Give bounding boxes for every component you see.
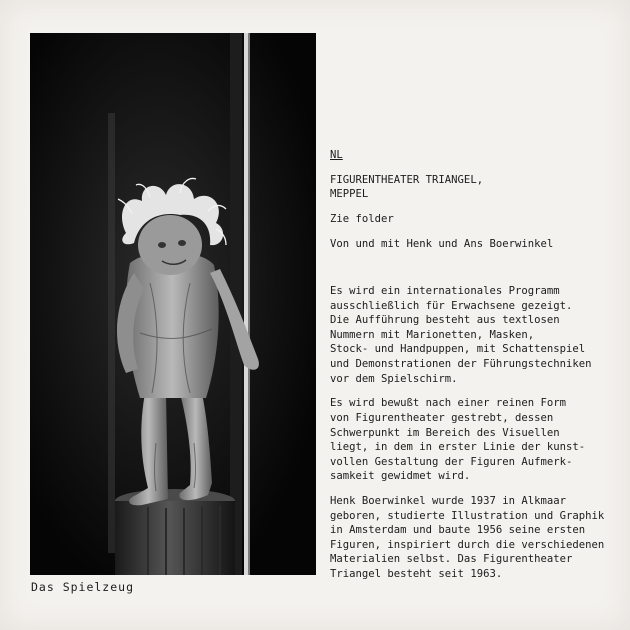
paragraph-form: Es wird bewußt nach einer reinen Form von Figurentheater gestrebt, dessen Schwerpunkt im Bereich des Visuellen liegt, in dem in erster Linie der kunst- vollen Gestaltung der Figuren Aufmerk- samkeit gewidmet wird. bbox=[330, 397, 586, 483]
theater-name-line1: FIGURENTHEATER TRIANGEL, bbox=[330, 173, 484, 186]
language-code: NL bbox=[330, 149, 343, 161]
paragraph-biography: Henk Boerwinkel wurde 1937 in Alkmaar geboren, studierte Illustration und Graphik in Amsterdam und baute 1956 seine ersten Figuren, inspiriert durch die verschiedenen Materialien selbst. Das Figurentheater Triangel besteht seit 1963. bbox=[330, 494, 605, 581]
paragraph-program: Es wird ein internationales Programm ausschließlich für Erwachsene gezeigt. Die Aufführung besteht aus textlosen Nummern mit Marionetten, Masken, Stock- und Handpuppen, mit Schattenspiel und Demonstrationen der Führungstechniken vor dem Spielschirm. bbox=[330, 285, 592, 385]
theater-name bbox=[330, 173, 620, 202]
puppet-illustration bbox=[30, 33, 316, 575]
credits-line: Von und mit Henk und Ans Boerwinkel bbox=[330, 238, 554, 251]
folder-reference: Zie folder bbox=[330, 212, 394, 225]
theater-name-line2: MEPPEL bbox=[330, 188, 369, 201]
photo-caption: Das Spielzeug bbox=[31, 580, 135, 594]
article-text bbox=[330, 148, 620, 592]
puppet-photo bbox=[30, 33, 316, 575]
